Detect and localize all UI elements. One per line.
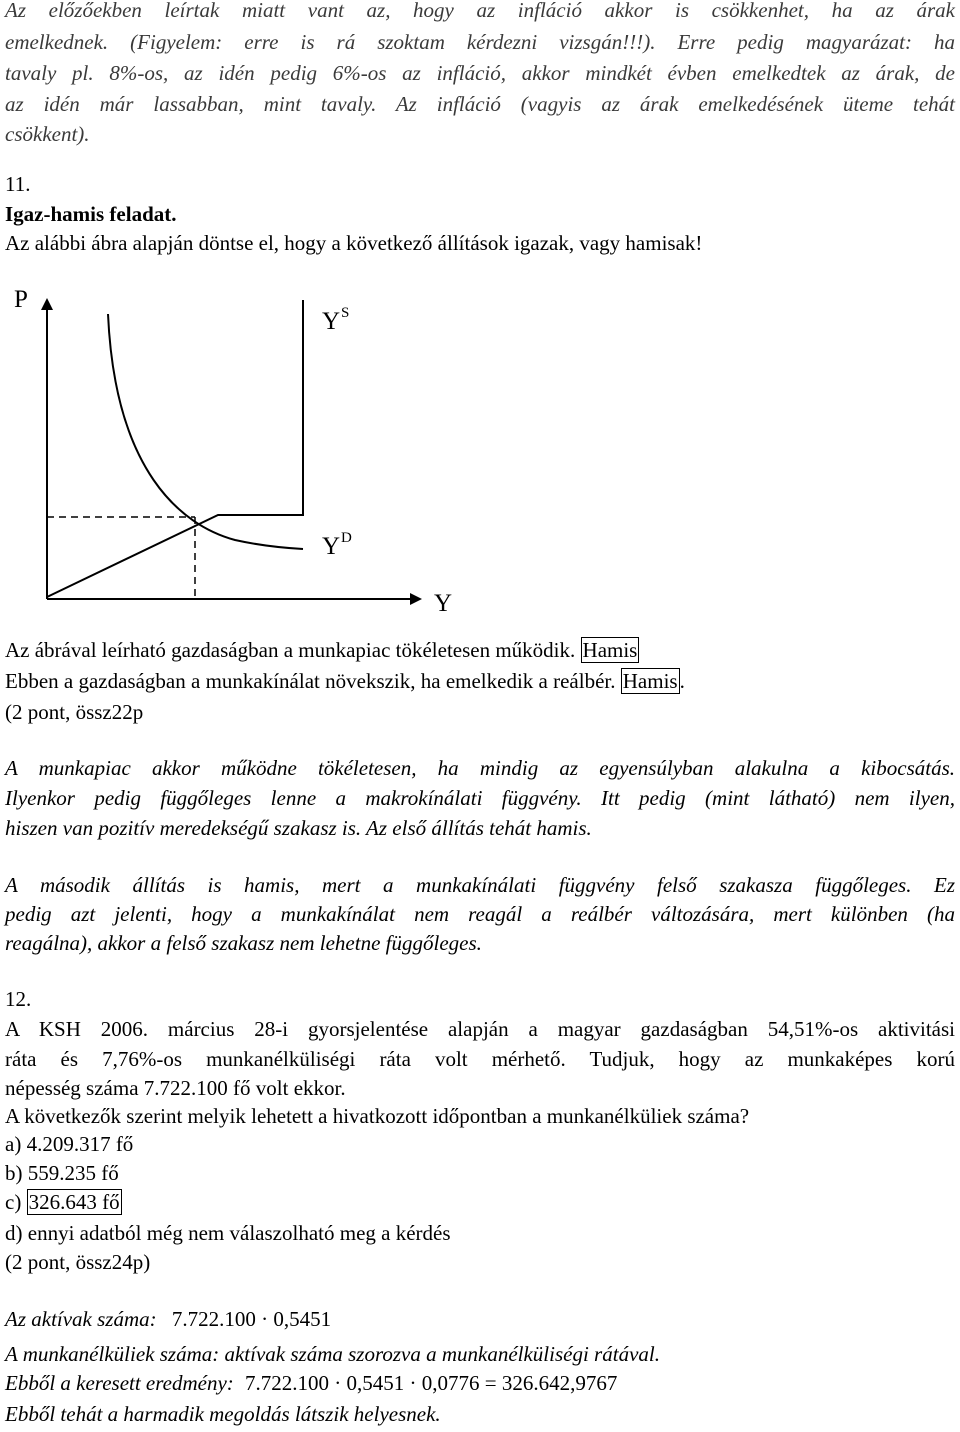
axis-p-label: P (14, 286, 28, 313)
statement-1-text: Az ábrával leírható gazdaságban a munkapiac tökéletesen működik. (5, 638, 576, 662)
expl1-line-3: hiszen van pozitív meredekségű szakasz is. Az első állítás tehát hamis. (5, 816, 592, 840)
option-c (5, 1192, 122, 1213)
answer-2-box: Hamis (622, 669, 678, 693)
calc-3 (5, 1373, 617, 1394)
supply-label: Y (322, 308, 341, 335)
supply-superscript: S (341, 305, 350, 321)
option-d: d) ennyi adatból még nem válaszolható meg a kérdés (5, 1221, 451, 1245)
expl1-line-2: Ilyenkor pedig függőleges lenne a makrokínálati függvény. Itt pedig (mint látható) nem ilyen, (5, 786, 955, 810)
supply-curve (47, 300, 303, 597)
task12-question: A következők szerint melyik lehetett a hivatkozott időpontban a munkanélküliek száma? (5, 1104, 750, 1128)
task12-text-1: A KSH 2006. március 28-i gyorsjelentése alapján a magyar gazdaságban 54,51%-os aktivitási (5, 1017, 955, 1041)
statement-1 (5, 640, 639, 661)
calc-3-formula: 7.722.100 · 0,5451 · 0,0776 = 326.642,9767 (245, 1371, 618, 1395)
task12-number: 12. (5, 987, 32, 1011)
calc-1-formula: 7.722.100 · 0,5451 (171, 1307, 332, 1331)
expl2-line-3: reagálna), akkor a felső szakasz nem lehetne függőleges. (5, 931, 482, 955)
option-c-answer-box: 326.643 fő (28, 1190, 120, 1214)
option-b: b) 559.235 fő (5, 1161, 119, 1185)
calc-1 (5, 1309, 331, 1330)
labor-market-diagram (0, 280, 500, 620)
demand-superscript: D (341, 530, 352, 546)
expl2-line-2: pedig azt jelenti, hogy a munkakínálat nem reagál a reálbér változására, mert különben (ha (5, 902, 955, 926)
intro-line-5: csökkent). (5, 122, 90, 146)
expl2-line-1: A második állítás is hamis, mert a munkakínálati függvény felső szakasza függőleges. Ez (5, 873, 955, 897)
task12-text-2: ráta és 7,76%-os munkanélküliségi ráta volt mérhető. Tudjuk, hogy az munkaképes korú (5, 1047, 955, 1071)
intro-line-1: Az előzőekben leírtak miatt vant az, hogy az infláció akkor is csökkenhet, ha az árak (5, 0, 955, 22)
demand-curve (108, 314, 303, 549)
intro-line-2: emelkednek. (Figyelem: erre is rá szoktam kérdezni vizsgán!!!). Erre pedig magyarázat: ha (5, 30, 955, 54)
intro-line-3: tavaly pl. 8%-os, az idén pedig 6%-os az infláció, akkor mindkét évben emelkedtek az árak, de (5, 61, 955, 85)
statement-2-text: Ebben a gazdaságban a munkakínálat növekszik, ha emelkedik a reálbér. (5, 669, 616, 693)
intro-line-4: az idén már lassabban, mint tavaly. Az infláció (vagyis az árak emelkedésének üteme tehát (5, 92, 955, 116)
task11-number: 11. (5, 172, 31, 196)
task11-title: Igaz-hamis feladat. (5, 202, 177, 226)
task12-points: (2 pont, össz24p) (5, 1250, 151, 1274)
calc-2: A munkanélküliek száma: aktívak száma szorozva a munkanélküliségi rátával. (5, 1342, 660, 1366)
calc-1-label: Az aktívak száma: (5, 1307, 157, 1331)
task11-instruction: Az alábbi ábra alapján döntse el, hogy a következő állítások igazak, vagy hamisak! (5, 231, 703, 255)
answer-2-tail: . (679, 669, 685, 693)
statement-2 (5, 671, 685, 692)
answer-1-box: Hamis (582, 638, 638, 662)
task12-text-3: népesség száma 7.722.100 fő volt ekkor. (5, 1076, 346, 1100)
expl1-line-1: A munkapiac akkor működne tökéletesen, ha mindig az egyensúlyban alakulna a kibocsátás. (5, 756, 955, 780)
demand-label: Y (322, 533, 341, 560)
axis-y-label: Y (434, 590, 453, 617)
option-a: a) 4.209.317 fő (5, 1132, 134, 1156)
conclusion: Ebből tehát a harmadik megoldás látszik helyesnek. (5, 1402, 441, 1426)
calc-3-label: Ebből a keresett eredmény: (5, 1371, 234, 1395)
task11-points: (2 pont, össz22p (5, 700, 144, 724)
option-c-prefix: c) (5, 1190, 27, 1214)
